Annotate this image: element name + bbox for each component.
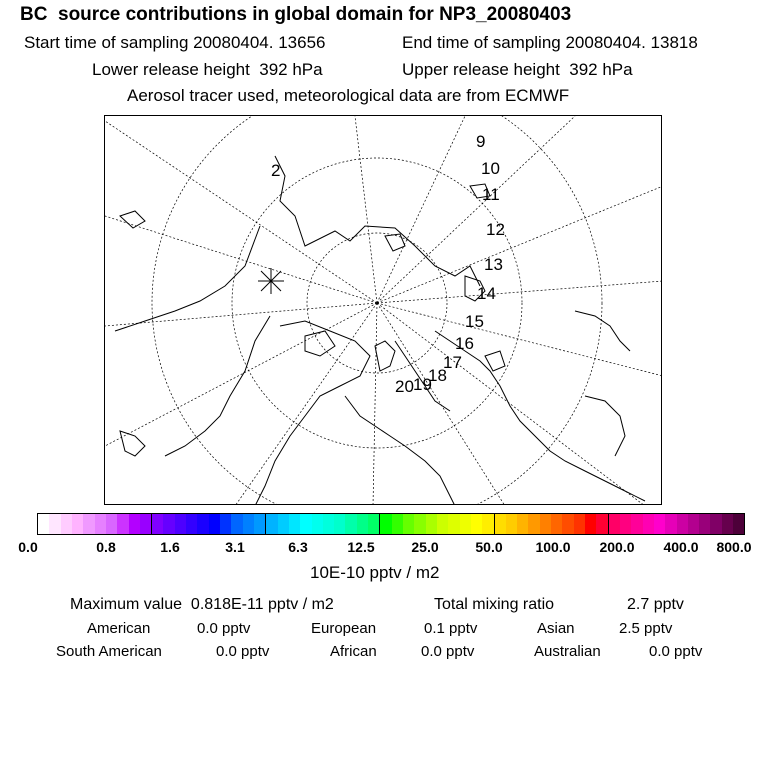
trajectory-marker: 13: [484, 255, 503, 274]
meridian-line: [105, 303, 377, 326]
colorbar-cell: [596, 514, 607, 534]
end-sampling-text: End time of sampling 20080404. 13818: [402, 33, 698, 52]
colorbar-cell: [620, 514, 631, 534]
region-value-american: 0.0 pptv: [197, 620, 251, 637]
region-value-asian: 2.5 pptv: [619, 620, 673, 637]
colorbar: [37, 513, 745, 535]
colorbar-cell: [733, 514, 744, 534]
colorbar-cell: [379, 514, 391, 534]
trajectory-marker: 15: [465, 312, 484, 331]
colorbar-cell: [197, 514, 208, 534]
meridian-line: [105, 303, 377, 446]
colorbar-cell: [482, 514, 493, 534]
island-outline: [485, 351, 505, 371]
colorbar-cell: [312, 514, 323, 534]
colorbar-cell: [403, 514, 414, 534]
region-name-african: African: [330, 643, 377, 660]
colorbar-cell: [151, 514, 163, 534]
start-sampling-text: Start time of sampling 20080404. 13656: [24, 33, 326, 52]
plot-title: BC source contributions in global domain for NP3_20080403: [20, 4, 572, 25]
region-value-african: 0.0 pptv: [421, 643, 475, 660]
meridian-line: [377, 281, 662, 303]
colorbar-cell: [368, 514, 379, 534]
trajectory-marker: 17: [443, 353, 462, 372]
coastline: [585, 396, 625, 456]
tracer-info-text: Aerosol tracer used, meteorological data are from ECMWF: [127, 86, 570, 105]
colorbar-tick-label: 200.0: [599, 539, 635, 555]
trajectory-marker: 16: [455, 334, 474, 353]
colorbar-cell: [471, 514, 482, 534]
colorbar-cell: [106, 514, 117, 534]
region-name-south-american: South American: [56, 643, 162, 660]
total-mixing-value: 2.7 pptv: [627, 596, 684, 613]
polar-map: [104, 115, 662, 505]
latitude-circle-outer: [152, 116, 602, 505]
colorbar-cell: [61, 514, 72, 534]
trajectory-marker: 19: [413, 375, 432, 394]
total-mixing-label: Total mixing ratio: [434, 596, 555, 613]
colorbar-cell: [129, 514, 140, 534]
island-outline: [385, 234, 405, 251]
colorbar-cell: [231, 514, 242, 534]
graticule: [105, 116, 662, 505]
colorbar-tick-label: 50.0: [475, 539, 503, 555]
meridian-line: [355, 116, 377, 303]
lower-release-text: Lower release height 392 hPa: [92, 60, 323, 79]
colorbar-tick-label: 3.1: [225, 539, 245, 555]
island-outline: [375, 341, 395, 371]
colorbar-cell: [392, 514, 403, 534]
trajectory-marker: 20: [395, 377, 414, 396]
colorbar-tick-label: 400.0: [663, 539, 699, 555]
colorbar-cell: [643, 514, 654, 534]
colorbar-cell: [585, 514, 596, 534]
colorbar-cell: [665, 514, 676, 534]
colorbar-cell: [163, 514, 174, 534]
colorbar-cell: [117, 514, 128, 534]
colorbar-cell: [460, 514, 471, 534]
colorbar-cell: [631, 514, 642, 534]
colorbar-units: 10E-10 pptv / m2: [310, 563, 440, 582]
colorbar-cell: [49, 514, 60, 534]
colorbar-tick-label: 12.5: [347, 539, 375, 555]
colorbar-tick-label: 0.0: [18, 539, 38, 555]
colorbar-tick-label: 0.8: [96, 539, 116, 555]
colorbar-cell: [95, 514, 106, 534]
coastline: [275, 156, 480, 286]
colorbar-cell: [265, 514, 277, 534]
colorbar-cell: [540, 514, 551, 534]
region-name-european: European: [311, 620, 377, 637]
colorbar-tick-label: 6.3: [288, 539, 308, 555]
colorbar-cell: [357, 514, 368, 534]
colorbar-cell: [345, 514, 356, 534]
colorbar-cell: [83, 514, 94, 534]
colorbar-cell: [300, 514, 311, 534]
colorbar-cell: [323, 514, 334, 534]
colorbar-cell: [528, 514, 539, 534]
colorbar-cell: [140, 514, 151, 534]
colorbar-cell: [243, 514, 254, 534]
colorbar-cell: [517, 514, 528, 534]
colorbar-cell: [289, 514, 300, 534]
colorbar-cell: [186, 514, 197, 534]
colorbar-cell: [254, 514, 265, 534]
region-name-australian: Australian: [534, 643, 601, 660]
meridian-line: [105, 216, 377, 303]
coastline: [255, 321, 370, 505]
region-name-american: American: [87, 620, 151, 637]
meridian-line: [235, 303, 377, 505]
trajectory-marker: 10: [481, 159, 500, 178]
coastline: [435, 331, 645, 501]
meridian-line: [105, 121, 377, 303]
colorbar-tick-label: 100.0: [535, 539, 571, 555]
colorbar-cell: [448, 514, 459, 534]
colorbar-cell: [688, 514, 699, 534]
colorbar-cell: [722, 514, 733, 534]
coastline: [115, 226, 260, 331]
colorbar-cell: [677, 514, 688, 534]
coastline: [575, 311, 630, 351]
colorbar-cell: [608, 514, 620, 534]
asterisk-icon: [258, 268, 284, 294]
coastline: [345, 396, 455, 505]
trajectory-marker: 12: [486, 220, 505, 239]
region-value-australian: 0.0 pptv: [649, 643, 703, 660]
colorbar-cell: [437, 514, 448, 534]
colorbar-cell: [574, 514, 585, 534]
region-value-south-american: 0.0 pptv: [216, 643, 270, 660]
trajectory-marker: 14: [477, 284, 496, 303]
colorbar-cell: [551, 514, 562, 534]
trajectory-marker: 9: [476, 132, 486, 151]
colorbar-cell: [699, 514, 710, 534]
meridian-line: [377, 186, 662, 303]
maximum-value-text: Maximum value 0.818E-11 pptv / m2: [70, 596, 334, 613]
colorbar-cell: [72, 514, 83, 534]
trajectory-marker: 2: [271, 161, 281, 180]
colorbar-cell: [220, 514, 231, 534]
colorbar-cell: [175, 514, 186, 534]
colorbar-cell: [38, 514, 49, 534]
colorbar-tick-label: 800.0: [716, 539, 752, 555]
coastline: [165, 316, 270, 456]
colorbar-cell: [494, 514, 506, 534]
region-name-asian: Asian: [537, 620, 575, 637]
colorbar-cell: [426, 514, 437, 534]
colorbar-cell: [334, 514, 345, 534]
region-value-european: 0.1 pptv: [424, 620, 478, 637]
colorbar-cell: [209, 514, 220, 534]
trajectory-marker: 11: [482, 185, 500, 204]
colorbar-cell: [414, 514, 425, 534]
island-outline: [120, 431, 145, 456]
upper-release-text: Upper release height 392 hPa: [402, 60, 633, 79]
meridian-line: [377, 303, 505, 505]
colorbar-tick-label: 1.6: [160, 539, 180, 555]
coastlines: [115, 156, 645, 505]
colorbar-cell: [562, 514, 573, 534]
trajectory-marker: 18: [428, 366, 447, 385]
trajectory-markers: [271, 132, 505, 396]
colorbar-cell: [654, 514, 665, 534]
meridian-line: [373, 303, 377, 505]
colorbar-cell: [506, 514, 517, 534]
colorbar-tick-label: 25.0: [411, 539, 439, 555]
map-canvas: [105, 116, 662, 505]
colorbar-cell: [278, 514, 289, 534]
meridian-line: [377, 303, 645, 505]
colorbar-cell: [710, 514, 721, 534]
island-outline: [120, 211, 145, 228]
